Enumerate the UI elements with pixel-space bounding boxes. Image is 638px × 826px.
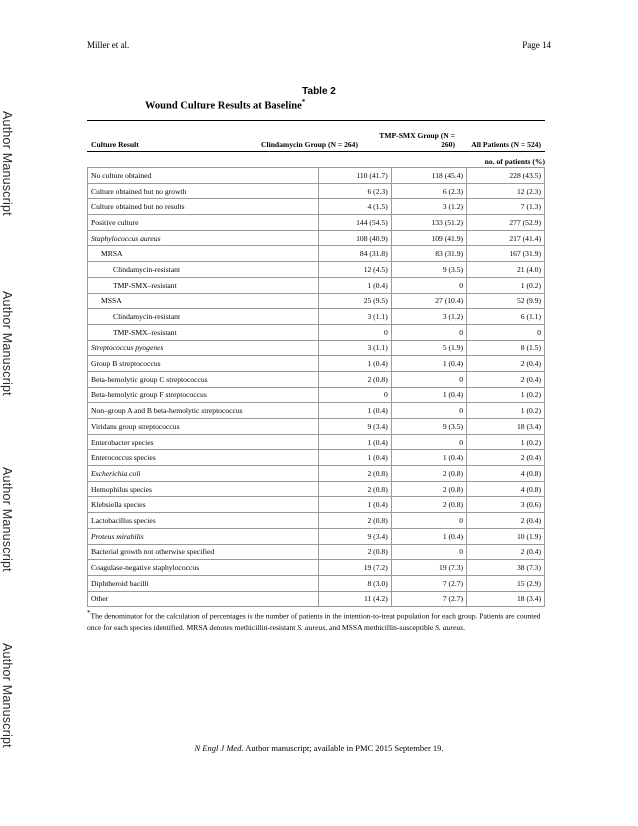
clindamycin-value: 108 (40.9) (318, 230, 391, 246)
row-label: Enterobacter species (88, 434, 319, 450)
tmp-smx-value: 3 (1.2) (391, 309, 466, 325)
row-label: Escherichia coli (88, 466, 319, 482)
clindamycin-value: 110 (41.7) (318, 168, 391, 184)
page-number: Page 14 (522, 40, 551, 50)
clindamycin-value: 4 (1.5) (318, 199, 391, 215)
clindamycin-value: 9 (3.4) (318, 419, 391, 435)
author-manuscript-watermark-1: Author Manuscript (0, 110, 14, 216)
row-label: Group B streptococcus (88, 356, 319, 372)
row-label: Hemophilus species (88, 481, 319, 497)
all-patients-value: 4 (0.8) (467, 466, 545, 482)
table-row (88, 560, 545, 576)
all-patients-value: 228 (43.5) (467, 168, 545, 184)
author-manuscript-watermark-4: Author Manuscript (0, 642, 14, 748)
table-row (88, 528, 545, 544)
clindamycin-value: 1 (0.4) (318, 434, 391, 450)
all-patients-value: 2 (0.4) (467, 356, 545, 372)
tmp-smx-value: 109 (41.9) (391, 230, 466, 246)
clindamycin-value: 1 (0.4) (318, 497, 391, 513)
table-row (88, 277, 545, 293)
clindamycin-value: 25 (9.5) (318, 293, 391, 309)
clindamycin-value: 8 (3.0) (318, 575, 391, 591)
header-rule (87, 151, 545, 152)
clindamycin-value: 84 (31.8) (318, 246, 391, 262)
all-patients-value: 18 (3.4) (467, 591, 545, 607)
row-label: Other (88, 591, 319, 607)
tmp-smx-value: 0 (391, 403, 466, 419)
tmp-smx-value: 9 (3.5) (391, 419, 466, 435)
author-manuscript-watermark-3: Author Manuscript (0, 466, 14, 572)
clindamycin-value: 2 (0.8) (318, 466, 391, 482)
row-label: Streptococcus pyogenes (88, 340, 319, 356)
row-label: Viridans group streptococcus (88, 419, 319, 435)
clindamycin-value: 11 (4.2) (318, 591, 391, 607)
row-label: Proteus mirabilis (88, 528, 319, 544)
row-label: TMP-SMX–resistant (88, 277, 319, 293)
all-patients-value: 167 (31.9) (467, 246, 545, 262)
tmp-smx-value: 5 (1.9) (391, 340, 466, 356)
tmp-smx-value: 0 (391, 434, 466, 450)
table-label: Table 2 (302, 86, 336, 97)
table-row (88, 230, 545, 246)
all-patients-value: 10 (1.9) (467, 528, 545, 544)
all-patients-value: 18 (3.4) (467, 419, 545, 435)
tmp-smx-value: 6 (2.3) (391, 183, 466, 199)
clindamycin-value: 6 (2.3) (318, 183, 391, 199)
clindamycin-value: 3 (1.1) (318, 340, 391, 356)
table-footnote: *The denominator for the calculation of percentages is the number of patients in the intention-to-treat population for each group. Patients are counted once for each species identified. MRSA denotes methicillin-resistant S. aureus, and MSSA methicillin-susceptible S. aureus. (87, 609, 541, 632)
col-header-clindamycin: Clindamycin Group (N = 264) (260, 140, 358, 149)
row-label: MSSA (88, 293, 319, 309)
clindamycin-value: 1 (0.4) (318, 356, 391, 372)
clindamycin-value: 1 (0.4) (318, 450, 391, 466)
tmp-smx-value: 1 (0.4) (391, 356, 466, 372)
col-header-all-patients: All Patients (N = 524) (471, 140, 541, 149)
table-row (88, 575, 545, 591)
clindamycin-value: 2 (0.8) (318, 544, 391, 560)
table-row (88, 513, 545, 529)
clindamycin-value: 0 (318, 324, 391, 340)
table-row (88, 340, 545, 356)
table-row (88, 168, 545, 184)
table-row (88, 387, 545, 403)
clindamycin-value: 144 (54.5) (318, 215, 391, 231)
row-label: Non–group A and B beta-hemolytic streptococcus (88, 403, 319, 419)
table-row (88, 450, 545, 466)
table-row (88, 403, 545, 419)
tmp-smx-value: 9 (3.5) (391, 262, 466, 278)
table-row (88, 466, 545, 482)
all-patients-value: 2 (0.4) (467, 450, 545, 466)
row-label: Bacterial growth not otherwise specified (88, 544, 319, 560)
tmp-smx-value: 2 (0.8) (391, 466, 466, 482)
tmp-smx-value: 0 (391, 513, 466, 529)
culture-results-table (87, 167, 545, 607)
all-patients-value: 15 (2.9) (467, 575, 545, 591)
tmp-smx-value: 2 (0.8) (391, 497, 466, 513)
row-label: No culture obtained (88, 168, 319, 184)
col-header-tmp-smx: TMP-SMX Group (N = 260) (379, 131, 455, 149)
row-label: Culture obtained but no growth (88, 183, 319, 199)
clindamycin-value: 1 (0.4) (318, 277, 391, 293)
table-row (88, 481, 545, 497)
clindamycin-value: 2 (0.8) (318, 513, 391, 529)
tmp-smx-value: 7 (2.7) (391, 591, 466, 607)
row-label: Positive culture (88, 215, 319, 231)
tmp-smx-value: 0 (391, 371, 466, 387)
table-row (88, 324, 545, 340)
row-label: Klebsiella species (88, 497, 319, 513)
all-patients-value: 7 (1.3) (467, 199, 545, 215)
clindamycin-value: 12 (4.5) (318, 262, 391, 278)
tmp-smx-value: 0 (391, 277, 466, 293)
row-label: TMP-SMX–resistant (88, 324, 319, 340)
all-patients-value: 1 (0.2) (467, 277, 545, 293)
table-row (88, 293, 545, 309)
row-label: Beta-hemolytic group F streptococcus (88, 387, 319, 403)
table-row (88, 199, 545, 215)
row-label: MRSA (88, 246, 319, 262)
page-footer: N Engl J Med. Author manuscript; available in PMC 2015 September 19. (194, 743, 444, 753)
all-patients-value: 6 (1.1) (467, 309, 545, 325)
all-patients-value: 21 (4.0) (467, 262, 545, 278)
row-label: Clindamycin-resistant (88, 309, 319, 325)
tmp-smx-value: 133 (51.2) (391, 215, 466, 231)
table-title: Wound Culture Results at Baseline* (145, 98, 306, 112)
all-patients-value: 8 (1.5) (467, 340, 545, 356)
clindamycin-value: 9 (3.4) (318, 528, 391, 544)
table-row (88, 309, 545, 325)
all-patients-value: 1 (0.2) (467, 387, 545, 403)
author-manuscript-watermark-2: Author Manuscript (0, 290, 14, 396)
table-row (88, 434, 545, 450)
tmp-smx-value: 19 (7.3) (391, 560, 466, 576)
clindamycin-value: 0 (318, 387, 391, 403)
clindamycin-value: 3 (1.1) (318, 309, 391, 325)
clindamycin-value: 19 (7.2) (318, 560, 391, 576)
tmp-smx-value: 0 (391, 544, 466, 560)
row-label: Enterococcus species (88, 450, 319, 466)
tmp-smx-value: 2 (0.8) (391, 481, 466, 497)
all-patients-value: 217 (41.4) (467, 230, 545, 246)
table-row (88, 371, 545, 387)
units-label: no. of patients (%) (484, 157, 545, 166)
all-patients-value: 2 (0.4) (467, 513, 545, 529)
tmp-smx-value: 3 (1.2) (391, 199, 466, 215)
row-label: Culture obtained but no results (88, 199, 319, 215)
table-row (88, 215, 545, 231)
row-label: Lactobacillus species (88, 513, 319, 529)
table-row (88, 356, 545, 372)
table-row (88, 544, 545, 560)
tmp-smx-value: 0 (391, 324, 466, 340)
clindamycin-value: 2 (0.8) (318, 481, 391, 497)
table-row (88, 419, 545, 435)
tmp-smx-value: 27 (10.4) (391, 293, 466, 309)
row-label: Coagulase-negative staphylococcus (88, 560, 319, 576)
tmp-smx-value: 1 (0.4) (391, 450, 466, 466)
table-row (88, 591, 545, 607)
table-row (88, 262, 545, 278)
all-patients-value: 12 (2.3) (467, 183, 545, 199)
table-row (88, 497, 545, 513)
row-label: Beta-hemolytic group C streptococcus (88, 371, 319, 387)
all-patients-value: 3 (0.6) (467, 497, 545, 513)
all-patients-value: 1 (0.2) (467, 434, 545, 450)
clindamycin-value: 2 (0.8) (318, 371, 391, 387)
table-row (88, 183, 545, 199)
tmp-smx-value: 1 (0.4) (391, 528, 466, 544)
tmp-smx-value: 83 (31.9) (391, 246, 466, 262)
row-label: Staphylococcus aureus (88, 230, 319, 246)
tmp-smx-value: 1 (0.4) (391, 387, 466, 403)
all-patients-value: 2 (0.4) (467, 544, 545, 560)
tmp-smx-value: 7 (2.7) (391, 575, 466, 591)
all-patients-value: 38 (7.3) (467, 560, 545, 576)
clindamycin-value: 1 (0.4) (318, 403, 391, 419)
title-footnote-marker: * (301, 98, 306, 106)
all-patients-value: 4 (0.8) (467, 481, 545, 497)
col-header-culture-result: Culture Result (91, 140, 139, 149)
running-header-author: Miller et al. (87, 40, 130, 50)
all-patients-value: 2 (0.4) (467, 371, 545, 387)
row-label: Diphtheroid bacilli (88, 575, 319, 591)
table-row (88, 246, 545, 262)
all-patients-value: 277 (52.9) (467, 215, 545, 231)
all-patients-value: 52 (9.9) (467, 293, 545, 309)
tmp-smx-value: 118 (45.4) (391, 168, 466, 184)
all-patients-value: 0 (467, 324, 545, 340)
table-top-rule (87, 120, 545, 121)
row-label: Clindamycin-resistant (88, 262, 319, 278)
all-patients-value: 1 (0.2) (467, 403, 545, 419)
